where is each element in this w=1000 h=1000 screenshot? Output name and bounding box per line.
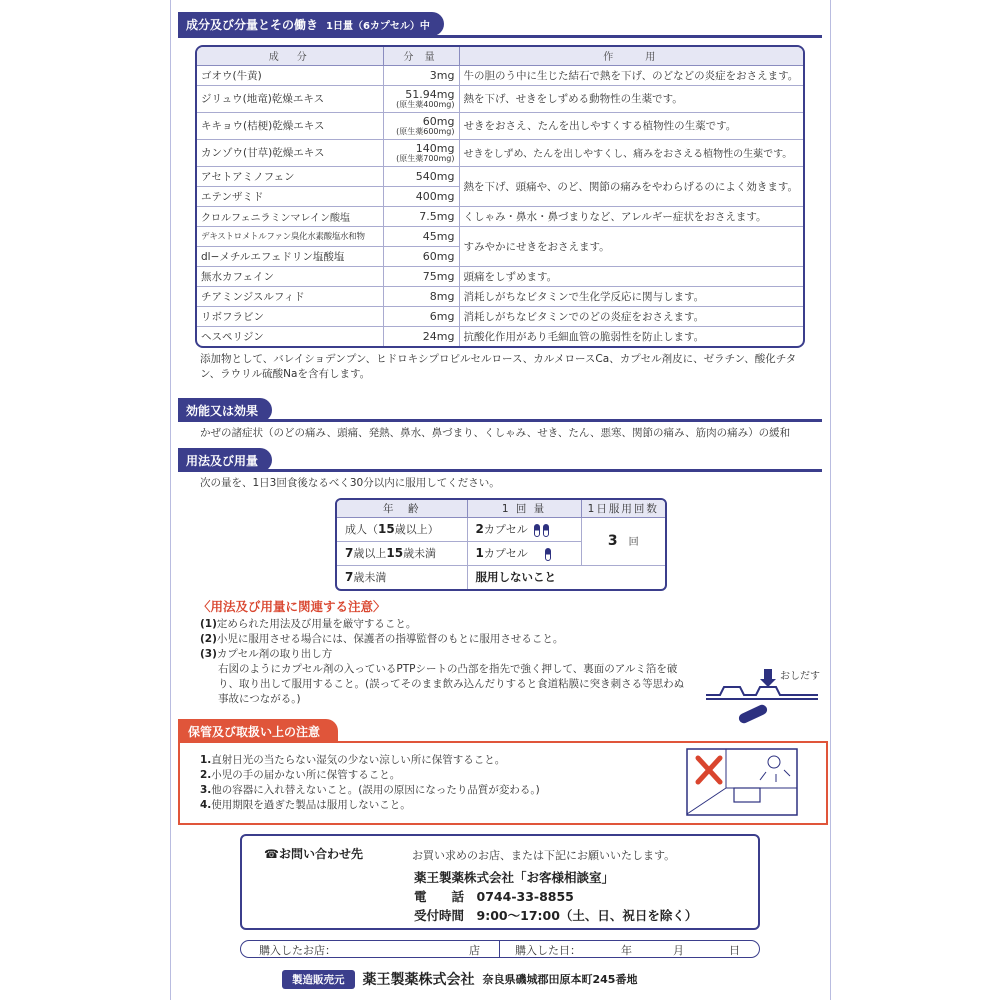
table-row: ゴオウ(牛黄) 3mg 牛の胆のう中に生じた結石で熱を下げ、のどなどの炎症をおさえます。 (197, 65, 803, 85)
list-item: 3.他の容器に入れ替えないこと。(誤用の原因になったり品質が変わる。) (200, 784, 540, 796)
ingredients-title: 成分及び分量とその働き (186, 17, 319, 32)
push-label: おしだす (780, 671, 820, 682)
phone-number: 0744-33-8855 (476, 889, 574, 904)
frame-left-line (170, 0, 171, 1000)
ingredients-table (195, 45, 805, 348)
usage-intro: 次の量を、1日3回食後なるべく30分以内に服用してください。 (200, 477, 500, 489)
list-item: (3)カプセル剤の取り出し方 (200, 648, 333, 660)
list-item: 1.直射日光の当たらない湿気の少ない涼しい所に保管すること。 (200, 754, 506, 766)
ingredients-section-header (178, 12, 444, 36)
times-per-day: 3 (607, 533, 618, 549)
contact-title: お問い合わせ先 (278, 847, 363, 861)
usage-rule (178, 469, 822, 472)
maker-address: 奈良県磯城郡田原本町245番地 (482, 973, 638, 986)
ingredients-subtitle: 1日量（6カプセル）中 (326, 20, 430, 32)
maker-tag: 製造販売元 (282, 970, 355, 989)
efficacy-rule (178, 419, 822, 422)
manufacturer (282, 968, 637, 990)
table-row: クロルフェニラミンマレイン酸塩 7.5mg くしゃみ・鼻水・鼻づまりなど、アレルギー症状をおさえます。 (197, 206, 803, 226)
header-ingredient: 成 分 (197, 47, 383, 65)
maker-company: 薬王製薬株式会社 (362, 972, 475, 988)
list-item: 2.小児の手の届かない所に保管すること。 (200, 769, 401, 781)
table-row: 7歳未満 服用しないこと (337, 565, 665, 589)
capsule-icon (545, 548, 551, 561)
usage-title: 用法及び用量 (178, 448, 272, 472)
purchase-record: 購入したお店： 店 購入した日： 年 月 日 (240, 940, 760, 958)
table-row: リボフラビン 6mg 消耗しがちなビタミンでのどの炎症をおさえます。 (197, 306, 803, 326)
table-row: dl−メチルエフェドリン塩酸塩 60mg (197, 246, 803, 266)
additives-note: 添加物として、バレイショデンプン、ヒドロキシプロピルセルロース、カルメロースCa、カプセル剤皮に、ゼラチン、酸化チタン、ラウリル硫酸Naを含有します。 (200, 353, 797, 380)
storage-list (200, 753, 540, 813)
header-amount: 分 量 (383, 47, 459, 65)
contact-box (240, 834, 760, 930)
hours-label: 受付時間 (414, 908, 465, 923)
capsule-icon (543, 524, 549, 537)
storage-title: 保管及び取扱い上の注意 (178, 719, 338, 743)
table-row: 成人（15歳以上） 2カプセル 3 回 (337, 517, 665, 541)
phone-icon: ☎ (264, 847, 279, 861)
ingredients-rule (178, 35, 822, 38)
capsule-icon (534, 524, 540, 537)
table-row: カンゾウ(甘草)乾燥エキス 140mg (原生薬700mg) せきをしずめ、たんを出しやすくし、痛みをおさえる植物性の生薬です。 (197, 139, 803, 166)
header-times: 1日服用回数 (581, 500, 665, 517)
table-row: アセトアミノフェン 540mg 熱を下げ、頭痛や、のど、関節の痛みをやわらげるのによく効きます。 (197, 166, 803, 186)
header-effect: 作 用 (459, 47, 803, 65)
table-row: ヘスペリジン 24mg 抗酸化作用があり毛細血管の脆弱性を防止します。 (197, 326, 803, 346)
header-age: 年 齢 (337, 500, 467, 517)
dosage-table (335, 498, 667, 591)
contact-company: 薬王製薬株式会社「お客様相談室」 (414, 870, 615, 885)
store-label: 購入したお店： (259, 944, 336, 957)
no-sunlight-icon (686, 748, 798, 816)
list-item: (2)小児に服用させる場合には、保護者の指導監督のもとに服用させること。 (200, 633, 564, 645)
table-row: 7歳以上15歳未満 1カプセル (337, 541, 665, 565)
list-item: (1)定められた用法及び用量を厳守すること。 (200, 618, 417, 630)
table-row: チアミンジスルフィド 8mg 消耗しがちなビタミンで生化学反応に関与します。 (197, 286, 803, 306)
table-row: 無水カフェイン 75mg 頭痛をしずめます。 (197, 266, 803, 286)
frame-right-line (830, 0, 831, 1000)
table-row: キキョウ(桔梗)乾燥エキス 60mg (原生薬600mg) せきをおさえ、たんを出しやすくする植物性の生薬です。 (197, 112, 803, 139)
contact-lead: お買い求めのお店、または下記にお願いいたします。 (412, 849, 676, 862)
related-caution-title: 〈用法及び用量に関連する注意〉 (198, 599, 386, 614)
header-dose: 1 回 量 (467, 500, 581, 517)
table-row: エテンザミド 400mg (197, 186, 803, 206)
table-row: ジリュウ(地竜)乾燥エキス 51.94mg (原生薬400mg) 熱を下げ、せきをしずめる動物性の生薬です。 (197, 85, 803, 112)
table-row: デキストロメトルファン臭化水素酸塩水和物 45mg すみやかにせきをおさえます。 (197, 226, 803, 246)
efficacy-text: かぜの諸症状（のどの痛み、頭痛、発熱、鼻水、鼻づまり、くしゃみ、せき、たん、悪寒、関節の痛み、筋肉の痛み）の緩和 (200, 427, 791, 439)
hours-value: 9:00〜17:00（土、日、祝日を除く） (476, 908, 698, 923)
capsule-instruction: 右図のようにカプセル剤の入っているPTPシートの凸部を指先で強く押して、裏面のアルミ箔を破り、取り出して服用すること。(誤ってそのまま飲み込んだりすると食道粘膜に突き刺さる等思わぬ事故につながる。) (218, 663, 685, 705)
efficacy-title: 効能又は効果 (178, 398, 272, 422)
list-item: 4.使用期限を過ぎた製品は服用しないこと。 (200, 799, 411, 811)
date-label: 購入した日： (515, 944, 581, 957)
related-caution-list (200, 617, 690, 707)
phone-label: 電 話 (414, 889, 465, 904)
